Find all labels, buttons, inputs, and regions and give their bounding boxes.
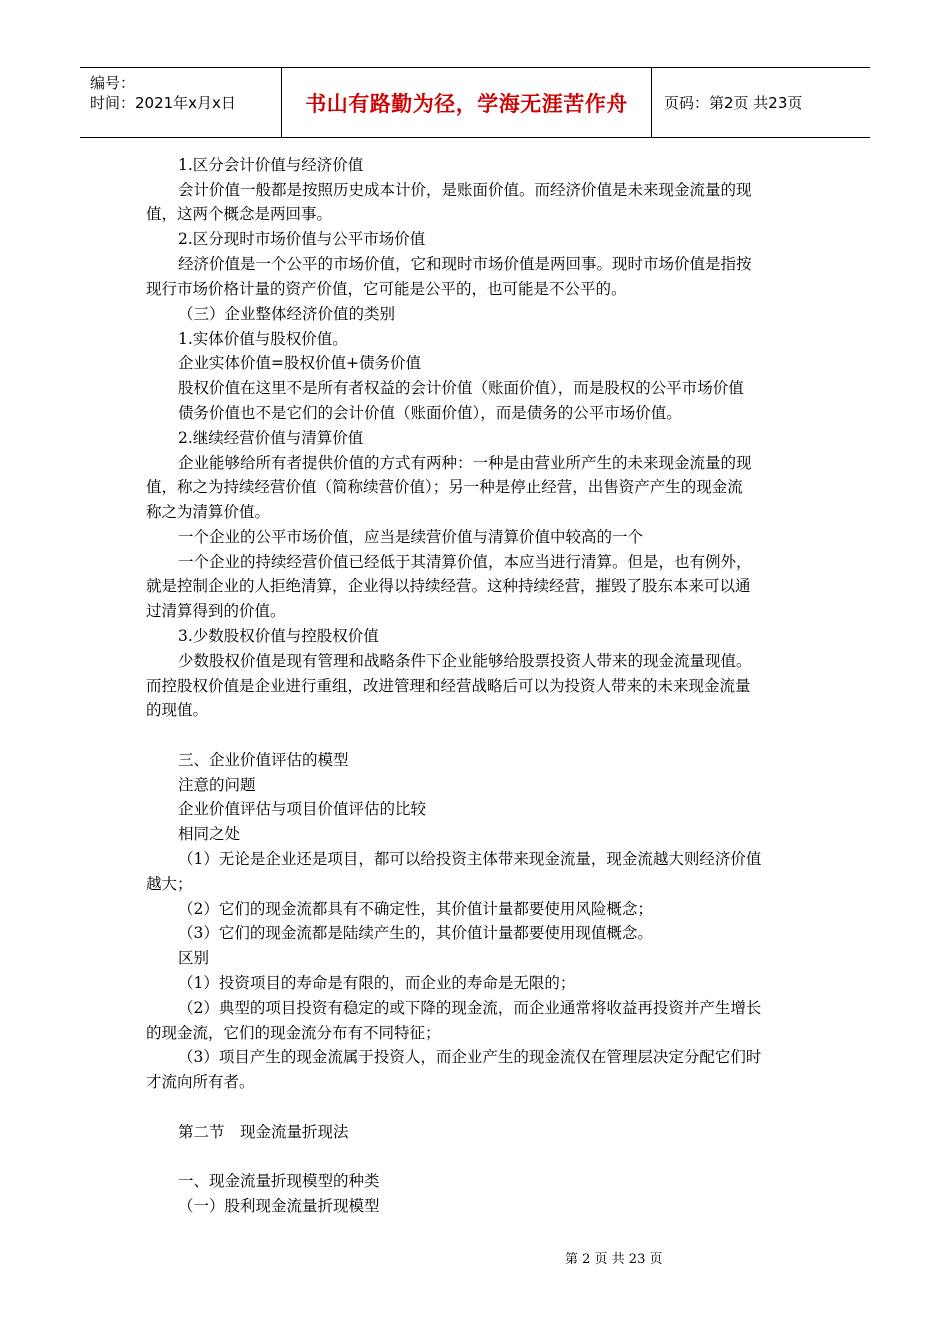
text-line: 1.区分会计价值与经济价值 bbox=[178, 156, 364, 174]
text-line: （3）项目产生的现金流属于投资人，而企业产生的现金流仅在管理层决定分配它们时 bbox=[178, 1048, 762, 1066]
text-line: 企业能够给所有者提供价值的方式有两种：一种是由营业所产生的未来现金流量的现 bbox=[178, 454, 752, 472]
text-line: 称之为清算价值。 bbox=[146, 503, 271, 521]
document-date: 时间：2021年x月x日 bbox=[90, 94, 236, 112]
text-line: 相同之处 bbox=[178, 825, 241, 843]
text-line: 债务价值也不是它们的会计价值（账面价值），而是债务的公平市场价值。 bbox=[178, 404, 682, 422]
text-line: 现行市场价格计量的资产价值，它可能是公平的，也可能是不公平的。 bbox=[146, 280, 627, 298]
page-info: 页码：第2页 共23页 bbox=[664, 94, 803, 112]
text-line: （1）无论是企业还是项目，都可以给投资主体带来现金流量，现金流越大则经济价值 bbox=[178, 850, 762, 868]
text-line: 而控股权价值是企业进行重组，改进管理和经营战略后可以为投资人带来的未来现金流量 bbox=[146, 677, 751, 695]
text-line: 值，这两个概念是两回事。 bbox=[146, 205, 333, 223]
text-line: 越大； bbox=[146, 875, 193, 893]
text-line: （一）股利现金流量折现模型 bbox=[178, 1197, 380, 1215]
document-number: 编号： bbox=[90, 74, 136, 92]
text-line: 区别 bbox=[178, 949, 210, 967]
text-line: 的现值。 bbox=[146, 701, 209, 719]
page-footer: 第 2 页 共 23 页 bbox=[565, 1252, 663, 1267]
text-line: （1）投资项目的寿命是有限的，而企业的寿命是无限的； bbox=[178, 974, 576, 992]
text-line: 少数股权价值是现有管理和战略条件下企业能够给股票投资人带来的现金流量现值。 bbox=[178, 652, 752, 670]
text-line: 一个企业的公平市场价值，应当是续营价值与清算价值中较高的一个 bbox=[178, 528, 644, 546]
text-line: 三、企业价值评估的模型 bbox=[178, 751, 349, 769]
page-header bbox=[80, 67, 870, 138]
header-motto-cell bbox=[282, 68, 652, 137]
text-line: 过清算得到的价值。 bbox=[146, 602, 286, 620]
header-page-cell bbox=[652, 68, 870, 137]
text-line: （三）企业整体经济价值的类别 bbox=[178, 305, 396, 323]
text-line: 第二节 现金流量折现法 bbox=[178, 1123, 349, 1141]
text-line: 2.继续经营价值与清算价值 bbox=[178, 429, 364, 447]
text-line: （2）典型的项目投资有稳定的或下降的现金流，而企业通常将收益再投资并产生增长 bbox=[178, 999, 762, 1017]
motto-text: 书山有路勤为径，学海无涯苦作舟 bbox=[305, 91, 628, 116]
text-line: （3）它们的现金流都是陆续产生的，其价值计量都要使用现值概念。 bbox=[178, 924, 653, 942]
text-line: 2.区分现时市场价值与公平市场价值 bbox=[178, 230, 426, 248]
header-meta-cell bbox=[80, 68, 282, 137]
text-line: 注意的问题 bbox=[178, 776, 256, 794]
text-line: 股权价值在这里不是所有者权益的会计价值（账面价值），而是股权的公平市场价值 bbox=[178, 379, 744, 397]
text-line: 3.少数股权价值与控股权价值 bbox=[178, 627, 379, 645]
text-line: 一、现金流量折现模型的种类 bbox=[178, 1172, 380, 1190]
text-line: 企业实体价值=股权价值+债务价值 bbox=[178, 354, 421, 372]
text-line: 企业价值评估与项目价值评估的比较 bbox=[178, 800, 427, 818]
text-line: 的现金流，它们的现金流分布有不同特征； bbox=[146, 1024, 441, 1042]
text-line: 值，称之为持续经营价值（简称续营价值）；另一种是停止经营，出售资产产生的现金流 bbox=[146, 478, 743, 496]
text-line: 一个企业的持续经营价值已经低于其清算价值，本应当进行清算。但是，也有例外， bbox=[178, 553, 752, 571]
text-line: 1.实体价值与股权价值。 bbox=[178, 330, 348, 348]
text-line: 就是控制企业的人拒绝清算，企业得以持续经营。这种持续经营，摧毁了股东本来可以通 bbox=[146, 577, 751, 595]
text-line: （2）它们的现金流都具有不确定性，其价值计量都要使用风险概念； bbox=[178, 900, 653, 918]
text-line: 会计价值一般都是按照历史成本计价，是账面价值。而经济价值是未来现金流量的现 bbox=[178, 181, 752, 199]
text-line: 才流向所有者。 bbox=[146, 1073, 255, 1091]
text-line: 经济价值是一个公平的市场价值，它和现时市场价值是两回事。现时市场价值是指按 bbox=[178, 255, 752, 273]
